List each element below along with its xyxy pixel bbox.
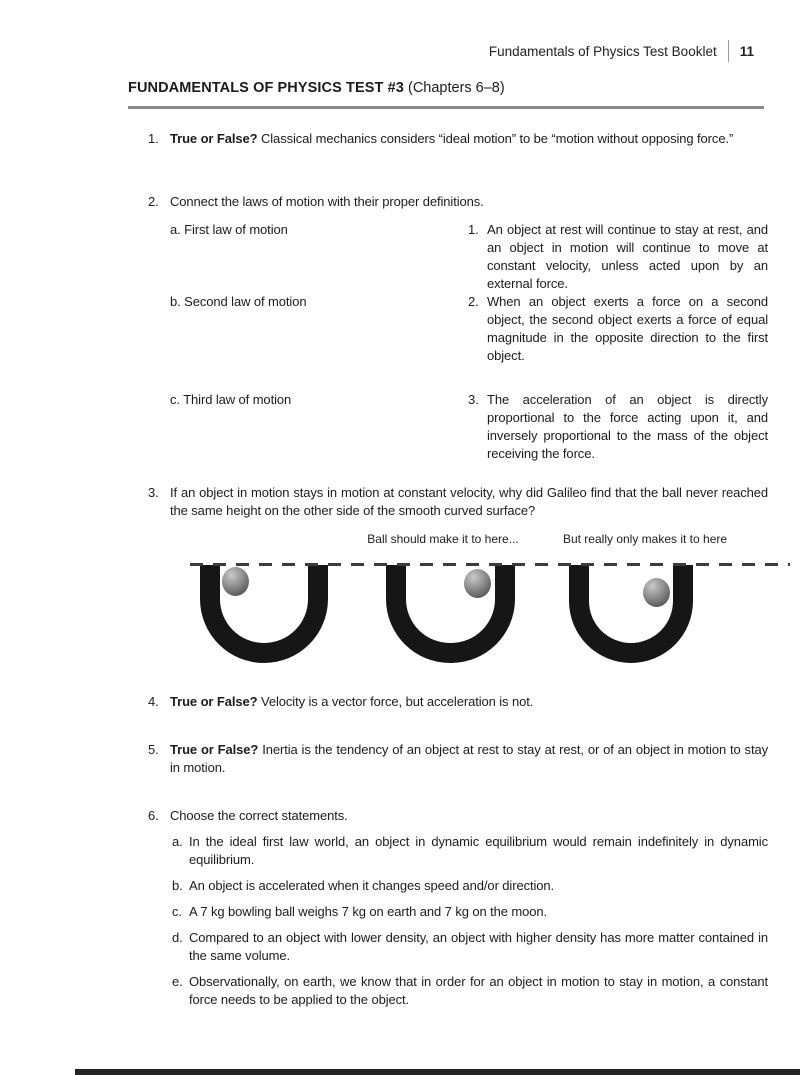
option-b: b. An object is accelerated when it changes speed and/or direction. [172,878,555,893]
test-title-chapters: (Chapters 6–8) [407,80,505,96]
galileo-diagram [0,530,800,680]
question-6 [148,807,768,1009]
test-title: FUNDAMENTALS OF PHYSICS TEST #3 [128,80,404,96]
diagram-label-expected: Ball should make it to here... [367,532,519,546]
ball-expected-position [464,569,491,598]
dashed-height-line [190,563,790,566]
option-c: c. A 7 kg bowling ball weighs 7 kg on earth and 7 kg on the moon. [172,904,548,919]
option-e: e. Observationally, on earth, we know that in order for an object in motion to stay in motion, a constant force needs to be applied to the object. [172,974,768,1007]
definition-2-text: When an object exerts a force on a second object, the second object exerts a force of equal magnitude in the opposite direction to the first object. [487,294,768,363]
question-5 [148,741,768,777]
question-4-number: 4. [148,694,159,709]
u-track-1 [200,565,328,663]
question-2-number: 2. [148,194,159,209]
option-d: d. Compared to an object with lower density, an object with higher density has more matter contained in the same volume. [172,930,768,963]
definition-3-number: 3. [468,392,479,407]
match-option-b: b. Second law of motion [170,294,307,309]
test-title-block [128,80,764,109]
diagram-label-actual: But really only makes it to here [562,532,728,546]
question-1 [148,130,768,148]
question-6-options [148,833,768,1009]
definition-1-number: 1. [468,222,479,237]
question-5-text: True or False? Inertia is the tendency of an object at rest to stay at rest, or of an object in motion to stay in motion. [170,742,768,775]
ball-actual-position [643,578,670,607]
match-option-c: c. Third law of motion [170,392,292,407]
question-2-text: Connect the laws of motion with their proper definitions. [170,194,484,209]
booklet-title: Fundamentals of Physics Test Booklet [488,43,717,59]
question-4 [148,693,768,711]
match-row-a [148,221,768,293]
question-3 [148,484,768,520]
definition-1-text: An object at rest will continue to stay at rest, and an object in motion will continue to move at constant velocity, unless acted upon by an external force. [487,222,768,291]
question-6-text: Choose the correct statements. [170,808,348,823]
ball-start-position [222,567,249,596]
definition-3-text: The acceleration of an object is directly proportional to the force acting upon it, and inversely proportional to the mass of the object receiving the force. [487,392,768,461]
match-row-c [148,391,768,463]
question-6-number: 6. [148,808,159,823]
header-divider [728,40,729,62]
u-track-3 [569,565,693,663]
match-option-a: a. First law of motion [170,222,288,237]
option-a: a. In the ideal first law world, an object in dynamic equilibrium would remain indefinitely in dynamic equilibrium. [172,834,768,867]
definition-2-number: 2. [468,294,479,309]
footer-bar [75,1069,800,1075]
match-row-b [148,293,768,365]
question-3-number: 3. [148,485,159,500]
question-1-number: 1. [148,131,159,146]
question-1-text: True or False? Classical mechanics considers “ideal motion” to be “motion without opposing force.” [170,131,734,146]
question-2 [148,193,768,463]
question-5-number: 5. [148,742,159,757]
question-4-text: True or False? Velocity is a vector force, but acceleration is not. [170,694,534,709]
matching-section [148,221,768,463]
u-track-2 [386,565,515,663]
page-number: 11 [739,43,754,59]
question-3-text: If an object in motion stays in motion at constant velocity, why did Galileo find that the ball never reached the same height on the other side of the smooth curved surface? [170,485,768,518]
page-header [489,40,754,62]
